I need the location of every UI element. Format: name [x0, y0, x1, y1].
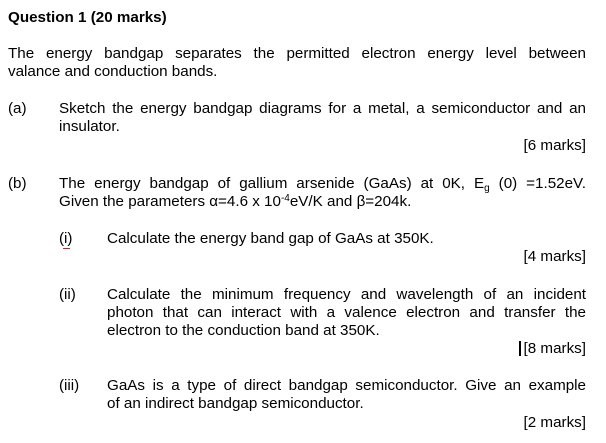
part-a-marks: [6 marks] — [523, 137, 586, 154]
text-cursor — [519, 341, 521, 356]
spellcheck-underline — [63, 248, 70, 249]
sub-ii-label: (ii) — [59, 286, 76, 303]
part-a-line-1: Sketch the energy bandgap diagrams for a metal, a semiconductor and an — [59, 100, 586, 117]
sub-ii-line-3: electron to the conduction band at 350K. — [107, 322, 380, 339]
part-a-line-2: insulator. — [59, 118, 120, 135]
sub-iii-label: (iii) — [59, 377, 80, 394]
part-b-line-1 — [59, 175, 586, 192]
exponent-superscript: -4 — [280, 193, 290, 204]
energy-gap-subscript: g — [484, 183, 490, 194]
part-b-line-2-text-a: Given the parameters α=4.6 x 10 — [59, 193, 281, 210]
question-title: Question 1 (20 marks) — [8, 9, 167, 26]
sub-iii-line-2: of an indirect bandgap semiconductor. — [107, 395, 364, 412]
intro-line-1: The energy bandgap separates the permitted electron energy level between — [8, 45, 586, 62]
sub-i-text: Calculate the energy band gap of GaAs at 350K. — [107, 230, 434, 247]
part-b-label: (b) — [8, 175, 27, 192]
sub-ii-marks: [8 marks] — [523, 340, 586, 357]
part-b-line-1-text-b: (0) =1.52eV. — [489, 175, 586, 192]
sub-iii-marks: [2 marks] — [523, 414, 586, 431]
sub-ii-line-2: photon that can interact with a valence electron and transfer the — [107, 304, 586, 321]
part-a-label: (a) — [8, 100, 27, 117]
intro-line-2: valance and conduction bands. — [8, 63, 218, 80]
sub-ii-line-1: Calculate the minimum frequency and wavelength of an incident — [107, 286, 586, 303]
sub-i-marks: [4 marks] — [523, 248, 586, 265]
sub-iii-line-1: GaAs is a type of direct bandgap semiconductor. Give an example — [107, 377, 586, 394]
part-b-line-1-text-a: The energy bandgap of gallium arsenide (GaAs) at 0K, E — [59, 175, 485, 192]
sub-i-label: (i) — [59, 230, 73, 247]
part-b-line-2 — [59, 193, 411, 210]
part-b-line-2-text-b: eV/K and β=204k. — [289, 193, 412, 210]
